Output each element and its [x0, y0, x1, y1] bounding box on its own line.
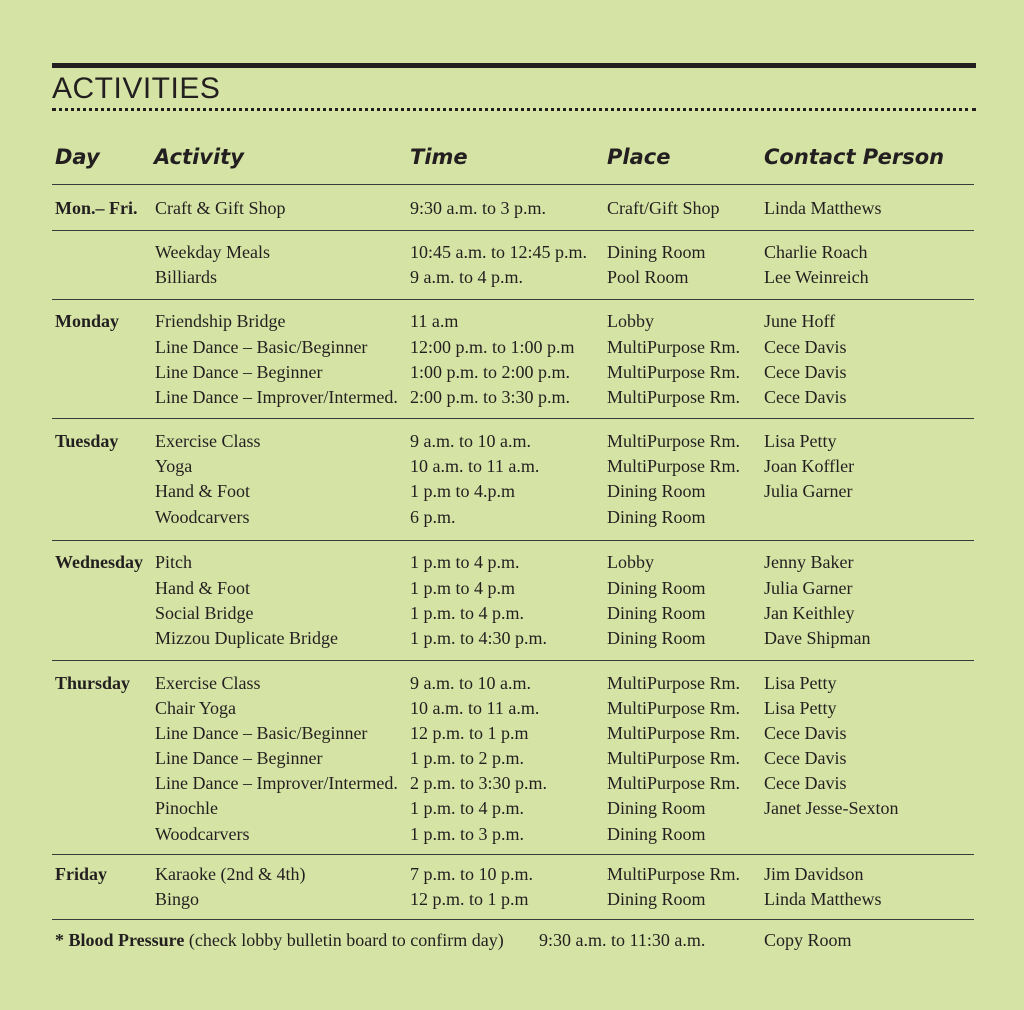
activity-cell: Karaoke (2nd & 4th)	[155, 864, 306, 884]
contact-cell: Lisa Petty	[764, 673, 837, 693]
footer-note-text: (check lobby bulletin board to confirm day)	[184, 930, 504, 950]
activity-cell: Hand & Foot	[155, 481, 251, 501]
place-cell: Dining Room	[607, 824, 706, 844]
activity-cell: Bingo	[155, 889, 200, 909]
place-cell: Dining Room	[607, 798, 706, 818]
activity-cell: Craft & Gift Shop	[155, 198, 286, 218]
place-cell: Pool Room	[607, 267, 689, 287]
time-cell: 1 p.m. to 4 p.m.	[410, 798, 525, 818]
place-cell: Dining Room	[607, 628, 706, 648]
time-cell: 9 a.m. to 10 a.m.	[410, 673, 531, 693]
time-cell: 1 p.m to 4 p.m	[410, 578, 516, 598]
activity-cell: Exercise Class	[155, 431, 261, 451]
activity-cell: Hand & Foot	[155, 578, 251, 598]
contact-cell: Cece Davis	[764, 748, 847, 768]
header-activity: Activity	[154, 145, 244, 169]
place-cell: MultiPurpose Rm.	[607, 773, 741, 793]
activity-cell: Billiards	[155, 267, 217, 287]
day-label: Tuesday	[55, 431, 119, 451]
place-cell: MultiPurpose Rm.	[607, 748, 741, 768]
time-cell: 1:00 p.m. to 2:00 p.m.	[410, 362, 571, 382]
activity-cell: Yoga	[155, 456, 193, 476]
place-cell: Dining Room	[607, 603, 706, 623]
activity-cell: Chair Yoga	[155, 698, 237, 718]
place-cell: MultiPurpose Rm.	[607, 456, 741, 476]
contact-cell: Julia Garner	[764, 578, 853, 598]
top-rule	[52, 63, 976, 68]
place-cell: Dining Room	[607, 889, 706, 909]
day-label: Wednesday	[55, 552, 144, 572]
dotted-divider	[52, 108, 976, 111]
time-cell: 2 p.m. to 3:30 p.m.	[410, 773, 548, 793]
row-divider	[52, 660, 974, 661]
time-cell: 1 p.m. to 4 p.m.	[410, 603, 525, 623]
time-cell: 1 p.m. to 3 p.m.	[410, 824, 525, 844]
activity-cell: Pitch	[155, 552, 193, 572]
time-cell: 9:30 a.m. to 3 p.m.	[410, 198, 546, 218]
contact-cell: June Hoff	[764, 311, 836, 331]
footer-note	[55, 929, 504, 951]
activity-cell: Line Dance – Beginner	[155, 362, 323, 382]
activity-cell: Line Dance – Basic/Beginner	[155, 337, 368, 357]
contact-cell: Linda Matthews	[764, 198, 882, 218]
place-cell: Dining Room	[607, 578, 706, 598]
contact-cell: Charlie Roach	[764, 242, 868, 262]
time-cell: 12:00 p.m. to 1:00 p.m	[410, 337, 575, 357]
activity-cell: Line Dance – Beginner	[155, 748, 323, 768]
contact-cell: Janet Jesse-Sexton	[764, 798, 899, 818]
contact-cell: Cece Davis	[764, 723, 847, 743]
row-divider	[52, 184, 974, 185]
contact-cell: Linda Matthews	[764, 889, 882, 909]
activity-cell: Woodcarvers	[155, 507, 250, 527]
contact-cell: Jenny Baker	[764, 552, 854, 572]
row-divider	[52, 299, 974, 300]
contact-cell: Jan Keithley	[764, 603, 855, 623]
activity-cell: Weekday Meals	[155, 242, 271, 262]
footer-label: * Blood Pressure	[55, 930, 185, 950]
place-cell: Dining Room	[607, 481, 706, 501]
activity-cell: Social Bridge	[155, 603, 254, 623]
contact-cell: Joan Koffler	[764, 456, 855, 476]
day-label: Mon.– Fri.	[55, 198, 138, 218]
time-cell: 6 p.m.	[410, 507, 456, 527]
time-cell: 9 a.m. to 4 p.m.	[410, 267, 523, 287]
header-day: Day	[55, 145, 100, 169]
activity-cell: Pinochle	[155, 798, 218, 818]
time-cell: 1 p.m. to 2 p.m.	[410, 748, 525, 768]
time-cell: 10 a.m. to 11 a.m.	[410, 698, 540, 718]
activity-cell: Friendship Bridge	[155, 311, 286, 331]
header-contact: Contact Person	[764, 145, 945, 169]
place-cell: MultiPurpose Rm.	[607, 337, 741, 357]
page-title: ACTIVITIES	[52, 72, 221, 105]
contact-cell: Cece Davis	[764, 362, 847, 382]
day-label: Thursday	[55, 673, 131, 693]
time-cell: 11 a.m	[410, 311, 459, 331]
day-label: Monday	[55, 311, 120, 331]
row-divider	[52, 540, 974, 541]
place-cell: MultiPurpose Rm.	[607, 673, 741, 693]
activity-cell: Woodcarvers	[155, 824, 250, 844]
place-cell: Craft/Gift Shop	[607, 198, 720, 218]
activity-cell: Line Dance – Improver/Intermed.	[155, 387, 398, 407]
place-cell: MultiPurpose Rm.	[607, 362, 741, 382]
place-cell: Dining Room	[607, 507, 706, 527]
place-cell: MultiPurpose Rm.	[607, 698, 741, 718]
contact-cell: Cece Davis	[764, 773, 847, 793]
row-divider	[52, 418, 974, 419]
contact-cell: Dave Shipman	[764, 628, 871, 648]
place-cell: Dining Room	[607, 242, 706, 262]
place-cell: Lobby	[607, 552, 654, 572]
place-cell: Lobby	[607, 311, 654, 331]
contact-cell: Jim Davidson	[764, 864, 864, 884]
header-place: Place	[607, 145, 671, 169]
activity-cell: Exercise Class	[155, 673, 261, 693]
time-cell: 1 p.m to 4.p.m	[410, 481, 516, 501]
activity-cell: Line Dance – Improver/Intermed.	[155, 773, 398, 793]
place-cell: MultiPurpose Rm.	[607, 723, 741, 743]
row-divider	[52, 919, 974, 920]
place-cell: MultiPurpose Rm.	[607, 431, 741, 451]
header-time: Time	[410, 145, 468, 169]
place-cell: MultiPurpose Rm.	[607, 864, 741, 884]
contact-cell: Julia Garner	[764, 481, 853, 501]
day-label: Friday	[55, 864, 107, 884]
time-cell: 7 p.m. to 10 p.m.	[410, 864, 534, 884]
contact-cell: Lisa Petty	[764, 698, 837, 718]
row-divider	[52, 854, 974, 855]
time-cell: 2:00 p.m. to 3:30 p.m.	[410, 387, 571, 407]
footer-time: 9:30 a.m. to 11:30 a.m.	[539, 930, 706, 950]
activity-cell: Line Dance – Basic/Beginner	[155, 723, 368, 743]
time-cell: 10 a.m. to 11 a.m.	[410, 456, 540, 476]
time-cell: 12 p.m. to 1 p.m	[410, 889, 529, 909]
time-cell: 12 p.m. to 1 p.m	[410, 723, 529, 743]
activity-cell: Mizzou Duplicate Bridge	[155, 628, 338, 648]
footer-place: Copy Room	[764, 930, 852, 950]
time-cell: 1 p.m. to 4:30 p.m.	[410, 628, 548, 648]
row-divider	[52, 230, 974, 231]
contact-cell: Cece Davis	[764, 387, 847, 407]
place-cell: MultiPurpose Rm.	[607, 387, 741, 407]
contact-cell: Lee Weinreich	[764, 267, 869, 287]
time-cell: 10:45 a.m. to 12:45 p.m.	[410, 242, 587, 262]
contact-cell: Cece Davis	[764, 337, 847, 357]
time-cell: 9 a.m. to 10 a.m.	[410, 431, 531, 451]
time-cell: 1 p.m to 4 p.m.	[410, 552, 520, 572]
contact-cell: Lisa Petty	[764, 431, 837, 451]
